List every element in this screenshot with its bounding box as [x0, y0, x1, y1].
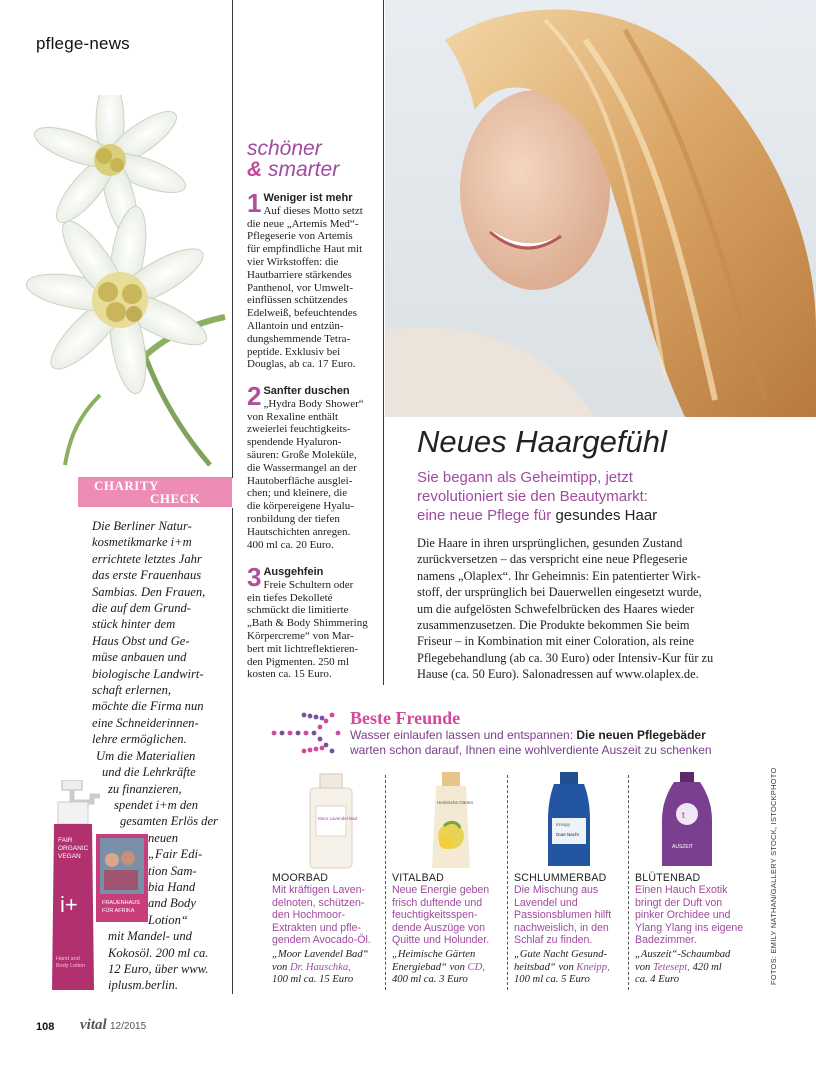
charity-text-line: tion Sam-	[148, 863, 197, 878]
arrow-dot	[308, 748, 313, 753]
tip-text-line: zweierlei feuchtigkeits-	[247, 423, 351, 436]
product-footer-line	[272, 949, 396, 962]
product-footer-line	[635, 974, 759, 987]
tip-text-line: Douglas, ab ca. 17 Euro.	[247, 358, 356, 371]
arrow-dot	[304, 731, 309, 736]
hair-body-line: Hause (ca. 50 Euro). Salonadressen auf www.olaplex.de.	[417, 667, 699, 682]
charity-text-line: Lotion“	[148, 912, 188, 927]
arrow-dot	[324, 743, 329, 748]
arrow-dot	[308, 714, 313, 719]
schoener-amp: &	[247, 158, 263, 181]
charity-text-line: Haus Obst und Ge-	[92, 633, 190, 648]
product-description-line: feuchtigkeitsspen-	[392, 909, 478, 922]
svg-text:t: t	[682, 810, 685, 820]
tip-text-line: Körpercreme“ von Mar-	[247, 629, 354, 642]
bottle-sublabel-1: Hand and	[56, 956, 80, 962]
product-description-line: den Hochmoor-	[272, 909, 346, 922]
tip-text-line: dungshemmende Tetra-	[247, 332, 351, 345]
arrow-dot	[296, 731, 301, 736]
product-description-line: frisch duftende und	[392, 896, 483, 909]
hair-sub-line3	[417, 506, 797, 525]
charity-check-heading	[78, 477, 232, 507]
hair-body-line: zusammenzusetzen. Die Produkte bekommen Sie beim	[417, 618, 690, 633]
tip-text-line: die körpereigene Hyalu-	[247, 500, 354, 513]
hair-article-body	[417, 535, 805, 683]
product-description-line: Lavendel und	[514, 896, 578, 909]
product-footer-text: ca. 4 Euro	[635, 974, 680, 986]
bottle-sublabel-2: Body Lotion	[56, 963, 86, 969]
tip-text-line: 400 ml ca. 20 Euro.	[247, 538, 334, 551]
charity-text-line: Die Berliner Natur-	[92, 519, 192, 533]
product-footer-line	[635, 962, 759, 975]
hair-sub-line3a: eine neue Pflege für	[417, 507, 556, 524]
issue-date: 12/2015	[110, 1021, 147, 1032]
tip-text-line: Pflegeserie von Artemis	[247, 230, 353, 243]
arrow-dot	[320, 746, 325, 751]
arrow-dot	[302, 749, 307, 754]
hair-body-line: Die Haare in ihren ursprünglichen, gesunden Zustand	[417, 536, 683, 550]
product-footer-text: 420 ml	[692, 961, 722, 973]
arrow-dot	[272, 731, 277, 736]
tip-text-line: von Rexaline enthält	[247, 410, 339, 423]
moorbad-bottle-label: Moor Lavendel Bad	[318, 816, 358, 821]
product-footer-line	[514, 974, 638, 987]
tip-heading: Weniger ist mehr	[263, 192, 353, 204]
charity-text-line: schaft erlernen,	[92, 683, 172, 698]
product-description-line: nachweislich, in den	[514, 921, 609, 934]
product-description-line: delnoten, schützen-	[272, 896, 365, 909]
tip-text-line: „Hydra Body Shower“	[263, 397, 364, 410]
tip-text-line: für empfindliche Haut mit	[247, 243, 363, 256]
product-footer-text: „Auszeit“-Schaumbad	[635, 949, 731, 960]
charity-text-line: spendet i+m den	[114, 797, 199, 812]
charity-text-line: bia Hand	[148, 879, 196, 894]
hair-body-line: namens „Olaplex“. Ihr Geheimnis: Ein patentierter Wirk-	[417, 568, 701, 583]
tip-text-line: spendende Hyaluron-	[247, 436, 342, 449]
tip-text-line: den Pigmenten. 250 ml	[247, 655, 350, 668]
charity-text-line: die auf dem Grund-	[92, 601, 191, 616]
svg-text:Kneipp: Kneipp	[556, 822, 571, 827]
tip-text-line: chen; und kleinere, die	[247, 487, 348, 500]
tip-text-line: ein tiefes Dekolleté	[247, 591, 333, 604]
woman-hair-photo	[385, 0, 816, 417]
tip-text-line: kosten ca. 15 Euro.	[247, 668, 332, 681]
vitalbad-bottle-image	[392, 770, 510, 870]
tip-text-line: Hautbarriere stärkendes	[247, 268, 352, 281]
arrow-dot	[336, 731, 341, 736]
product-footer	[392, 949, 516, 987]
charity-text-line: neuen	[148, 830, 179, 845]
arrow-dot	[312, 731, 317, 736]
arrow-dot	[318, 737, 323, 742]
product-footer-text: „Heimische Gärten	[392, 949, 476, 960]
hair-sub-line3b: gesundes Haar	[555, 507, 658, 524]
arrow-dot	[288, 731, 293, 736]
tip-3	[247, 562, 377, 681]
charity-text-line: errichtete letztes Jahr	[92, 551, 202, 566]
product-description-line: Passionsblumen hilft	[514, 909, 612, 922]
magazine-logo: vital	[80, 1017, 107, 1033]
hair-sub-line1: Sie begann als Geheimtipp, jetzt	[417, 469, 633, 486]
product-footer-line	[514, 962, 638, 975]
schoener-title-line1: schöner	[247, 137, 322, 160]
schlummerbad-bottle-label: Gute Nacht	[556, 832, 579, 837]
arrow-dot	[320, 716, 325, 721]
svg-text:i+: i+	[60, 892, 78, 917]
edelweiss-illustration	[10, 95, 235, 470]
charity-text-line: iplusm.berlin.	[108, 978, 178, 993]
card-label-1: FRAUENHAUS	[102, 900, 140, 906]
product-description-line: gendem Avocado-Öl.	[272, 934, 371, 947]
product-description-line: bringt der Duft von	[635, 896, 723, 909]
charity-text-line: Kokosöl. 200 ml ca.	[108, 945, 209, 960]
arrow-dot	[314, 747, 319, 752]
product-footer-line	[635, 949, 759, 962]
charity-text-line: kosmetikmarke i+m	[92, 535, 192, 550]
product-footer-text: 100 ml ca. 5 Euro	[514, 974, 590, 986]
tip-text-line: vier Wirkstoffen: die	[247, 255, 339, 268]
tip-text-line: Allantoin und entzün-	[247, 319, 344, 332]
tip-heading: Ausgehfein	[263, 566, 324, 578]
product-description-line: Ylang Ylang ins eigene	[635, 921, 744, 934]
product-footer-line	[392, 949, 516, 962]
product-footer	[272, 949, 396, 987]
arrow-dot	[324, 719, 329, 724]
product-name: SCHLUMMERBAD	[514, 872, 607, 884]
hair-article-subtitle	[417, 468, 797, 525]
column-divider-left-lower	[232, 508, 233, 994]
tip-text-line: bert mit lichtreflektieren-	[247, 642, 359, 655]
product-footer-text: Kneipp,	[576, 961, 610, 973]
card-label-2: FÜR AFRIKA	[102, 908, 135, 914]
tip-text-line: schmückt die limitierte	[247, 604, 349, 617]
beste-sub-line1b: Die neuen Pflegebäder	[576, 728, 706, 742]
schoener-smarter: smarter	[268, 158, 340, 181]
tip-text-line: peptide. Exklusiv bei	[247, 345, 341, 358]
product-description-line: Schlaf zu finden.	[514, 934, 593, 947]
column-divider-mid	[383, 0, 384, 685]
product-footer-text: Dr. Hauschka,	[289, 961, 351, 973]
hair-body-line: um die aufgelösten Schwefelbrücken des Haares wieder	[417, 601, 695, 616]
product-footer-line	[272, 962, 396, 975]
bottle-label-1: FAIR	[58, 837, 73, 844]
product-footer-text: von	[272, 961, 290, 973]
hair-body-line: Pflegebehandlung (ab ca. 30 Euro) oder Intensiv-Kur für zu	[417, 650, 714, 665]
charity-text-line: gesamten Erlös der	[120, 814, 218, 829]
charity-text-line: and Body	[148, 896, 196, 911]
charity-text-line: eine Schneiderinnen-	[92, 715, 199, 730]
arrow-dot	[314, 715, 319, 720]
arrow-dot	[318, 725, 323, 730]
hair-body-line: stoff, der ursprünglich bei Dauerwellen eingesetzt wurde,	[417, 585, 702, 600]
moorbad-bottle-image	[272, 770, 390, 870]
tip-text-line: Freie Schultern oder	[263, 578, 354, 591]
tip-text-line: die neue „Artemis Med“-	[247, 217, 359, 230]
bottle-label-2: ORGANIC	[58, 845, 89, 852]
product-description-line: Einen Hauch Exotik	[635, 884, 728, 896]
charity-text-line: das erste Frauenhaus	[92, 568, 202, 583]
product-description	[514, 884, 636, 947]
schoener-title-line2	[247, 158, 339, 182]
charity-text-line: müse anbauen und	[92, 650, 187, 665]
dotted-arrow-icon	[270, 708, 342, 758]
beste-sub-line1	[350, 728, 770, 743]
product-footer-line	[272, 974, 396, 987]
hair-body-line: Friseur – in Kombination mit einer Coloration, als reine	[417, 634, 695, 649]
schlummerbad-bottle-image	[510, 770, 628, 870]
tip-text-line: Hautoberfläche ausglei-	[247, 474, 353, 487]
section-label: pflege-news	[36, 34, 130, 53]
product-footer-text: heitsbad“ von	[514, 961, 577, 973]
product-footer-text: CD,	[467, 961, 485, 973]
tip-number: 1	[247, 188, 262, 218]
charity-text-line: Um die Materialien	[96, 748, 196, 763]
tip-text-line: Edelweiß, befeuchtendes	[247, 307, 357, 320]
charity-text-line: stück hinter dem	[92, 617, 176, 632]
arrow-dot	[330, 749, 335, 754]
product-footer-line	[392, 962, 516, 975]
photo-credit: FOTOS: EMILY NATHAN/GALLERY STOCK, ISTOCKPHOTO	[769, 767, 778, 985]
product-description-line: pinker Orchidee und	[635, 909, 731, 922]
product-footer-text: „Moor Lavendel Bad“	[272, 949, 369, 960]
charity-text-line: 12 Euro, über www.	[108, 961, 209, 976]
product-footer-text: Tetesept,	[652, 961, 690, 973]
product-description-line: Quitte und Holunder.	[392, 934, 490, 947]
hair-sub-line2: revolutioniert sie den Beautymarkt:	[417, 488, 648, 505]
product-name: MOORBAD	[272, 872, 329, 884]
product-footer-text: Energiebad“ von	[392, 961, 468, 973]
tip-text-line: einflüssen schützendes	[247, 294, 348, 307]
product-description	[392, 884, 514, 947]
product-description-line: Badezimmer.	[635, 934, 697, 947]
product-description-line: Neue Energie geben	[392, 884, 490, 896]
product-name: VITALBAD	[392, 872, 445, 884]
tip-number: 2	[247, 381, 262, 411]
charity-text-line: Sambias. Den Frauen,	[92, 584, 206, 599]
bluetenbad-bottle-label: AUSZEIT	[672, 844, 694, 850]
hair-article-title: Neues Haargefühl	[417, 424, 667, 459]
bottle-label-3: VEGAN	[58, 853, 81, 860]
product-description-line: Extrakten und pfle-	[272, 921, 361, 934]
tip-heading: Sanfter duschen	[263, 385, 350, 397]
charity-text-line: mit Mandel- und	[108, 929, 192, 944]
product-footer	[514, 949, 638, 987]
product-footer-line	[392, 974, 516, 987]
charity-heading-line2: CHECK	[150, 491, 201, 506]
tip-1	[247, 188, 377, 371]
lotion-bottle-image	[40, 780, 160, 990]
arrow-dot	[330, 713, 335, 718]
arrow-dot	[302, 713, 307, 718]
tip-text-line: die Wassermangel an der	[247, 461, 357, 474]
tip-text-line: säuren: Große Moleküle,	[247, 448, 357, 461]
beste-freunde-title: Beste Freunde	[350, 708, 461, 728]
product-footer-text: von	[635, 961, 653, 973]
tip-number: 3	[247, 562, 262, 592]
product-description-line: Die Mischung aus	[514, 884, 599, 896]
tip-text-line: ronbildung der tiefen	[247, 512, 340, 525]
charity-text-line: lehre ermöglichen.	[92, 732, 187, 747]
charity-text-line: biologische Landwirt-	[92, 666, 204, 681]
vitalbad-bottle-label: Heimische Gärten	[437, 800, 474, 805]
product-footer-text: „Gute Nacht Gesund-	[514, 949, 607, 960]
beste-sub-line2: warten schon darauf, Ihnen eine wohlverdiente Auszeit zu schenken	[350, 743, 712, 757]
product-description-line: Mit kräftigen Laven-	[272, 884, 366, 896]
product-name: BLÜTENBAD	[635, 872, 701, 884]
product-description	[635, 884, 757, 947]
beste-sub-line1a: Wasser einlaufen lassen und entspannen:	[350, 728, 577, 742]
tip-2	[247, 381, 377, 551]
bluetenbad-bottle-image	[628, 770, 746, 870]
charity-text-line: „Fair Edi-	[148, 847, 203, 862]
product-footer	[635, 949, 759, 987]
product-footer-text: 100 ml ca. 15 Euro	[272, 974, 354, 986]
tip-text-line: Auf dieses Motto setzt	[263, 204, 363, 217]
charity-heading-line1: CHARITY	[94, 478, 159, 493]
tip-text-line: Hautschichten anregen.	[247, 525, 351, 538]
hair-body-line: zurückversetzen – das verspricht eine neue Pflegeserie	[417, 552, 688, 567]
beste-freunde-subtitle	[350, 728, 770, 758]
charity-text-line: möchte die Firma nun	[92, 699, 204, 714]
tip-text-line: Panthenol, vor Umwelt-	[247, 281, 354, 294]
product-description-line: dende Auszüge von	[392, 921, 486, 934]
charity-text-line: zu finanzieren,	[108, 781, 182, 796]
page-number: 108	[36, 1021, 55, 1033]
product-description	[272, 884, 394, 947]
product-footer-line	[514, 949, 638, 962]
charity-text-line: und die Lehrkräfte	[102, 765, 196, 780]
tip-text-line: „Bath & Body Shimmering	[247, 617, 368, 630]
product-footer-text: 400 ml ca. 3 Euro	[392, 974, 468, 986]
arrow-dot	[280, 731, 285, 736]
